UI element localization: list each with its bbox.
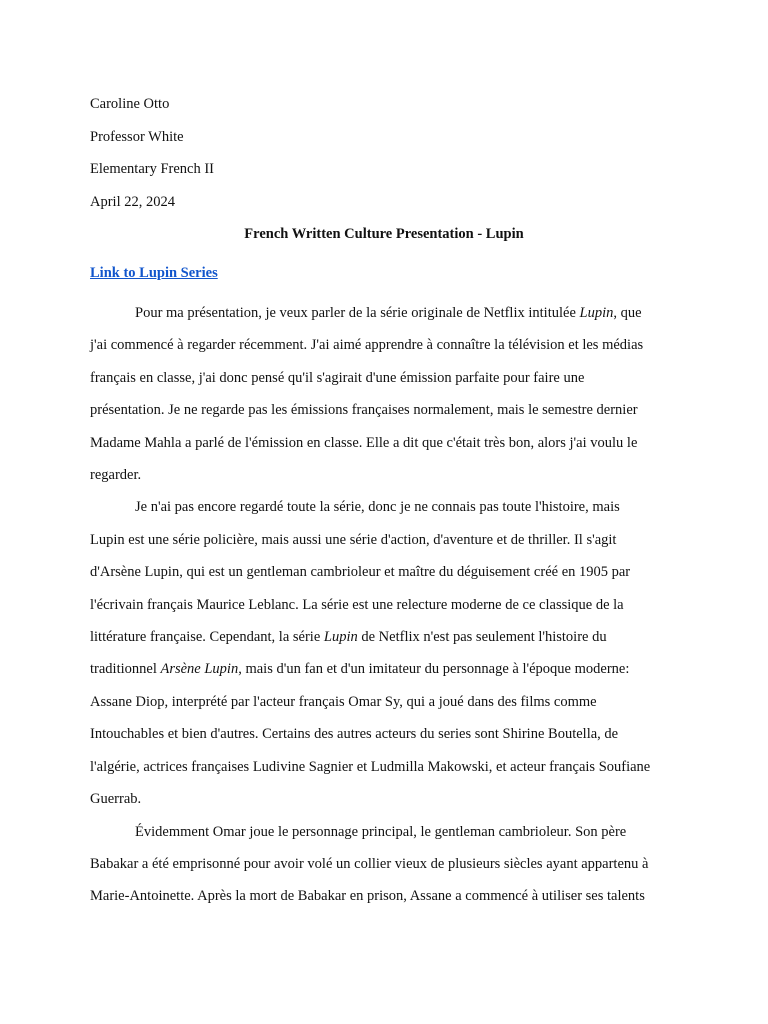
paragraph-line: Madame Mahla a parlé de l'émission en classe. Elle a dit que c'était très bon, alors j'ai voulu le xyxy=(90,434,638,451)
body-paragraph xyxy=(90,816,678,913)
document-date: April 22, 2024 xyxy=(90,193,175,210)
paragraph-line: l'écrivain français Maurice Leblanc. La série est une relecture moderne de ce classique de la xyxy=(90,596,624,613)
paragraph-line: présentation. Je ne regarde pas les émissions françaises normalement, mais le semestre dernier xyxy=(90,402,638,419)
paragraph-line: Je n'ai pas encore regardé toute la série, donc je ne connais pas toute l'histoire, mais xyxy=(135,499,620,516)
author-name: Caroline Otto xyxy=(90,96,170,112)
lupin-series-link[interactable]: Link to Lupin Series xyxy=(90,264,218,281)
professor-name: Professor White xyxy=(90,128,184,145)
paragraph-line: regarder. xyxy=(90,467,142,484)
paragraph-line: littérature française. Cependant, la série Lupin de Netflix n'est pas seulement l'histoire du xyxy=(90,629,607,646)
paragraph-line: Intouchables et bien d'autres. Certains des autres acteurs du series sont Shirine Boutella, de xyxy=(90,726,619,743)
italic-title: Lupin xyxy=(323,629,358,646)
paragraph-line: Lupin est une série policière, mais aussi une série d'action, d'aventure et de thriller. Il s'agit xyxy=(90,531,617,548)
course-name: Elementary French II xyxy=(90,161,215,177)
document-body xyxy=(90,297,678,913)
paragraph-line: Babakar a été emprisonné pour avoir volé un collier vieux de plusieurs siècles ayant appartenu à xyxy=(90,855,649,872)
paragraph-line: j'ai commencé à regarder récemment. J'ai aimé apprendre à connaître la télévision et les médias xyxy=(90,337,644,354)
body-paragraph xyxy=(90,491,678,815)
paragraph-line: Évidemment Omar joue le personnage principal, le gentleman cambrioleur. Son père xyxy=(135,823,627,840)
paragraph-line: traditionnel Arsène Lupin, mais d'un fan et d'un imitateur du personnage à l'époque moderne: xyxy=(90,661,630,678)
paragraph-line: Pour ma présentation, je veux parler de la série originale de Netflix intitulée Lupin, que xyxy=(135,305,642,321)
italic-title: Lupin xyxy=(579,305,614,321)
paragraph-line: Marie-Antoinette. Après la mort de Babakar en prison, Assane a commencé à utiliser ses talents xyxy=(90,888,645,905)
paragraph-line: français en classe, j'ai donc pensé qu'il s'agirait d'une émission parfaite pour faire une xyxy=(90,369,585,386)
italic-title: Arsène Lupin xyxy=(160,661,239,678)
paragraph-line: l'algérie, actrices françaises Ludivine Sagnier et Ludmilla Makowski, et acteur français Soufiane xyxy=(90,758,651,775)
paragraph-line: Assane Diop, interprété par l'acteur français Omar Sy, qui a joué dans des films comme xyxy=(90,693,597,710)
paragraph-line: Guerrab. xyxy=(90,791,142,808)
body-paragraph xyxy=(90,297,678,491)
document-title: French Written Culture Presentation - Lupin xyxy=(244,226,524,242)
paragraph-line: d'Arsène Lupin, qui est un gentleman cambrioleur et maître du déguisement créé en 1905 par xyxy=(90,564,631,581)
